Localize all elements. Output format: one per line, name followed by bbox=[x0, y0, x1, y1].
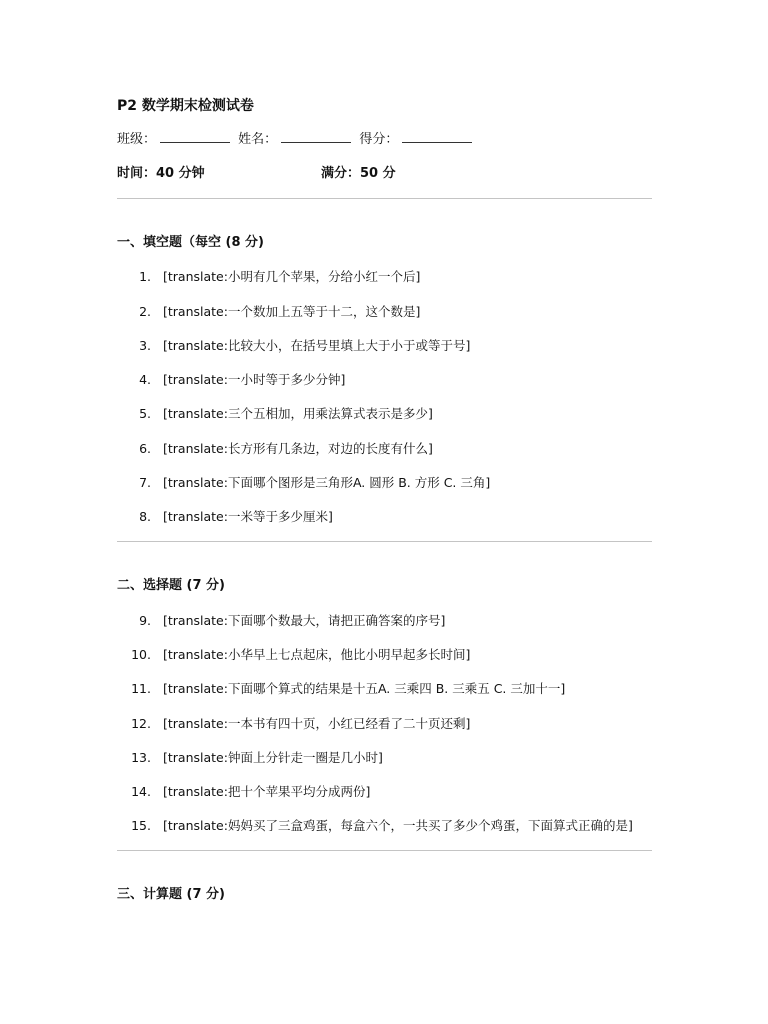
section-divider bbox=[117, 198, 652, 199]
question-item bbox=[117, 507, 652, 527]
question-item bbox=[117, 611, 652, 631]
question-text: [translate:钟面上分针走一圈是几小时] bbox=[163, 749, 383, 765]
question-text: [translate:比较大小，在括号里填上大于小于或等于号] bbox=[163, 337, 471, 353]
question-item bbox=[117, 404, 652, 424]
question-text: [translate:下面哪个数最大，请把正确答案的序号] bbox=[163, 612, 446, 628]
question-number: 7. bbox=[139, 475, 151, 491]
exam-meta-row bbox=[117, 164, 652, 184]
question-number: 12. bbox=[131, 715, 151, 731]
question-number: 15. bbox=[131, 818, 151, 834]
question-item bbox=[117, 370, 652, 390]
question-number: 13. bbox=[131, 749, 151, 765]
score-blank bbox=[402, 130, 472, 143]
question-text: [translate:一小时等于多少分钟] bbox=[163, 372, 346, 388]
score-label: 得分： bbox=[359, 132, 399, 147]
question-number: 6. bbox=[139, 440, 151, 456]
question-text: [translate:小华早上七点起床，他比小明早起多长时间] bbox=[163, 646, 471, 662]
question-list bbox=[117, 267, 652, 527]
name-label: 姓名： bbox=[238, 132, 278, 147]
question-number: 1. bbox=[139, 269, 151, 285]
section-divider bbox=[117, 541, 652, 542]
question-text: [translate:一米等于多少厘米] bbox=[163, 509, 333, 525]
worksheet-title: P2 数学期末检测试卷 bbox=[117, 98, 254, 114]
question-number: 10. bbox=[131, 646, 151, 662]
student-info-row bbox=[117, 130, 652, 150]
question-text: [translate:把十个苹果平均分成两份] bbox=[163, 784, 371, 800]
question-item bbox=[117, 714, 652, 734]
class-label: 班级： bbox=[117, 132, 157, 147]
question-item bbox=[117, 782, 652, 802]
exam-total-score: 满分：50 分 bbox=[321, 166, 396, 181]
question-number: 2. bbox=[139, 303, 151, 319]
question-item bbox=[117, 336, 652, 356]
exam-time: 时间：40 分钟 bbox=[117, 166, 205, 181]
question-text: [translate:下面哪个图形是三角形A. 圆形 B. 方形 C. 三角] bbox=[163, 475, 491, 491]
section-divider bbox=[117, 850, 652, 851]
question-text: [translate:一个数加上五等于十二，这个数是] bbox=[163, 303, 421, 319]
question-item bbox=[117, 679, 652, 699]
question-item bbox=[117, 267, 652, 287]
question-item bbox=[117, 645, 652, 665]
question-item bbox=[117, 302, 652, 322]
question-item bbox=[117, 439, 652, 459]
question-list bbox=[117, 611, 652, 837]
name-blank bbox=[281, 130, 351, 143]
question-number: 3. bbox=[139, 337, 151, 353]
question-text: [translate:一本书有四十页，小红已经看了二十页还剩] bbox=[163, 715, 471, 731]
question-item bbox=[117, 816, 652, 836]
section-title: 三、计算题 (7 分) bbox=[117, 887, 225, 903]
question-number: 8. bbox=[139, 509, 151, 525]
worksheet-content bbox=[117, 96, 652, 905]
question-text: [translate:妈妈买了三盒鸡蛋，每盒六个，一共买了多少个鸡蛋，下面算式正确的是] bbox=[163, 818, 633, 834]
question-item bbox=[117, 748, 652, 768]
section-title: 二、选择题 (7 分) bbox=[117, 578, 225, 594]
question-number: 11. bbox=[131, 681, 151, 697]
question-number: 5. bbox=[139, 406, 151, 422]
question-number: 9. bbox=[139, 612, 151, 628]
question-text: [translate:三个五相加，用乘法算式表示是多少] bbox=[163, 406, 433, 422]
question-item bbox=[117, 473, 652, 493]
question-text: [translate:小明有几个苹果，分给小红一个后] bbox=[163, 269, 421, 285]
section-title: 一、填空题（每空 (8 分) bbox=[117, 235, 264, 250]
class-blank bbox=[160, 130, 230, 143]
question-number: 4. bbox=[139, 372, 151, 388]
question-sections bbox=[117, 198, 652, 905]
question-text: [translate:下面哪个算式的结果是十五A. 三乘四 B. 三乘五 C. 三加十一] bbox=[163, 681, 566, 697]
question-number: 14. bbox=[131, 784, 151, 800]
question-text: [translate:长方形有几条边，对边的长度有什么] bbox=[163, 440, 433, 456]
